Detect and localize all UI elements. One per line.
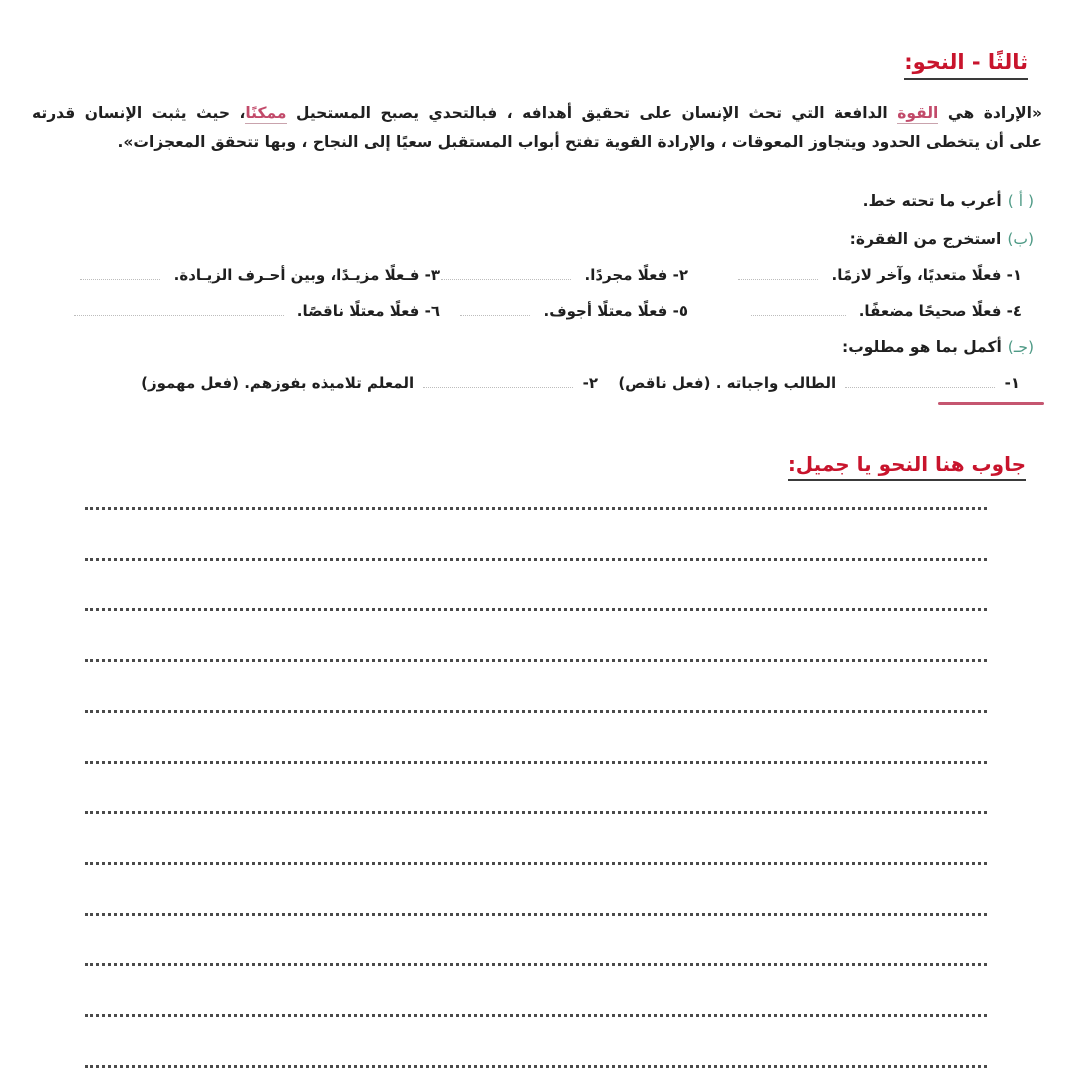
answer-line[interactable] — [85, 963, 987, 966]
question-a-text: أعرب ما تحته خط. — [862, 192, 1002, 210]
answer-line[interactable] — [85, 913, 987, 916]
answer-line[interactable] — [85, 558, 987, 561]
question-letter-b: (ب) — [1007, 230, 1034, 248]
answer-line[interactable] — [85, 1014, 987, 1017]
b-item-5: ٥- فعلًا معتلًا أجوف. — [460, 302, 688, 320]
answer-line[interactable] — [85, 659, 987, 662]
answer-blank[interactable] — [460, 305, 530, 316]
section-title: ثالثًا - النحو: — [904, 52, 1028, 80]
passage — [32, 99, 1042, 157]
answer-blank[interactable] — [751, 305, 846, 316]
answer-line[interactable] — [85, 608, 987, 611]
answer-blank[interactable] — [441, 269, 571, 280]
answer-line[interactable] — [85, 710, 987, 713]
answer-blank[interactable] — [845, 377, 995, 388]
passage-line-1: «الإرادة هي القوة الدافعة التي تحث الإنسان على تحقيق أهدافه ، فبالتحدي يصبح المستحيل ممكنًا، حيث يثبت الإنسان قدرته — [32, 104, 1042, 122]
question-c-text: أكمل بما هو مطلوب: — [842, 338, 1002, 356]
b-item-1: ١- فعلًا متعديًا، وآخر لازمًا. — [738, 266, 1022, 284]
underlined-word-1: القوة — [897, 104, 939, 122]
answer-line[interactable] — [85, 862, 987, 865]
red-underline-divider — [938, 402, 1044, 405]
answer-line[interactable] — [85, 811, 987, 814]
answer-line[interactable] — [85, 761, 987, 764]
question-a — [863, 192, 1034, 210]
b-item-2: ٢- فعلًا مجردًا. — [441, 266, 688, 284]
question-letter-c: (جـ) — [1007, 338, 1034, 356]
b-item-6: ٦- فعلًا معتلًا ناقصًا. — [74, 302, 440, 320]
answer-blank[interactable] — [74, 305, 284, 316]
c-item-1: ١- الطالب واجباته . (فعل ناقص) — [618, 374, 1020, 392]
underlined-word-2: ممكنًا — [245, 104, 287, 122]
passage-line-2: على أن يتخطى الحدود ويتجاوز المعوقات ، والإرادة القوية تفتح أبواب المستقبل سعيًا إلى النجاح ، وبها تتحقق المعجزات». — [117, 133, 1042, 151]
answer-blank[interactable] — [423, 377, 573, 388]
question-c — [842, 338, 1034, 356]
answer-section-title: جاوب هنا النحو يا جميل: — [788, 454, 1026, 481]
answer-line[interactable] — [85, 507, 987, 510]
question-letter-a: ( أ ) — [1007, 192, 1034, 210]
b-item-4: ٤- فعلًا صحيحًا مضعفًا. — [751, 302, 1023, 320]
question-b-text: استخرج من الفقرة: — [849, 230, 1002, 248]
answer-line[interactable] — [85, 1065, 987, 1068]
answer-blank[interactable] — [738, 269, 818, 280]
answer-blank[interactable] — [80, 269, 160, 280]
question-b — [850, 230, 1034, 248]
c-item-2: ٢- المعلم تلاميذه بفوزهم. (فعل مهموز) — [141, 374, 598, 392]
b-item-3: ٣- فـعلًا مزيـدًا، وبين أحـرف الزيـادة. — [80, 266, 440, 284]
